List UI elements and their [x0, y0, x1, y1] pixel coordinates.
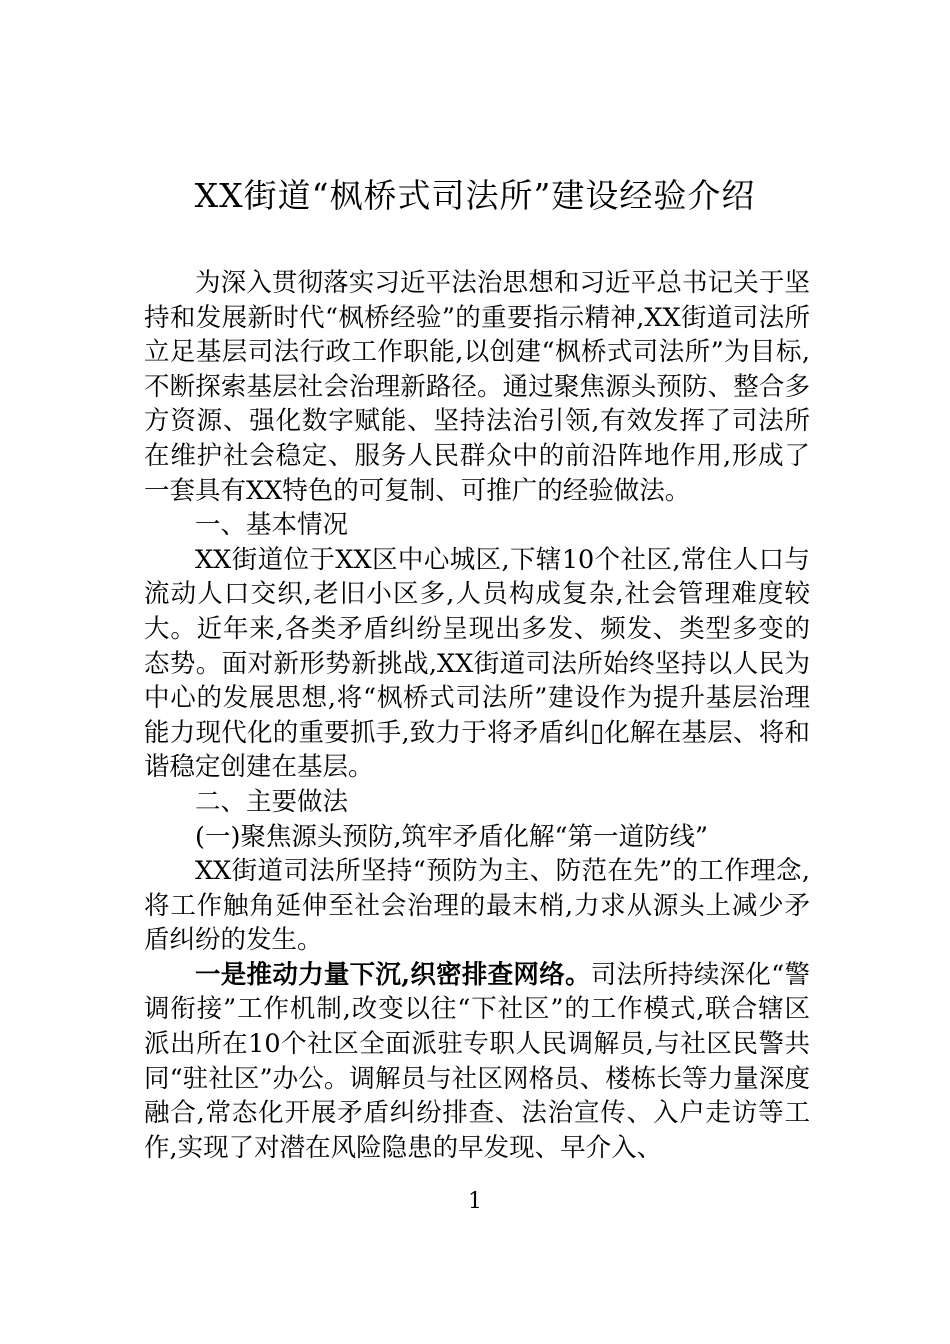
page-number: 1: [468, 1189, 482, 1214]
document-title: XX街道“枫桥式司法所”建设经验介绍: [194, 176, 756, 215]
section-heading-basic-situation: 一、基本情况: [195, 510, 349, 541]
subsection-heading-source-prevention: (一)聚焦源头预防,筑牢矛盾化解“第一道防线”: [195, 821, 709, 852]
point-one-paragraph: [144, 958, 810, 1166]
source-prevention-paragraph: XX街道司法所坚持“预防为主、防范在先”的工作理念,将工作触角延伸至社会治理的最末梢,力求从源头上减少矛盾纠纷的发生。: [144, 856, 810, 956]
document-body: [144, 266, 810, 1165]
point-one-text: 司法所持续深化“警调衔接”工作机制,改变以往“下社区”的工作模式,联合辖区派出所在10个社区全面派驻专职人民调解员,与社区民警共同“驻社区”办公。调解员与社区网格员、楼栋长等力量深度融合,常态化开展矛盾纠纷排查、法治宣传、入户走访等工作,实现了对潜在风险隐患的早发现、早介入、: [144, 959, 810, 1163]
point-one-lead: 一是推动力量下沉,织密排查网络。: [195, 959, 591, 990]
intro-paragraph: 为深入贯彻落实习近平法治思想和习近平总书记关于坚持和发展新时代“枫桥经验”的重要指示精神,XX街道司法所立足基层司法行政工作职能,以创建“枫桥式司法所”为目标,不断探索基层社会治理新路径。通过聚焦源头预防、整合多方资源、强化数字赋能、坚持法治引领,有效发挥了司法所在维护社会稳定、服务人民群众中的前沿阵地作用,形成了一套具有XX特色的可复制、可推广的经验做法。: [144, 268, 810, 506]
section-heading-main-practices: 二、主要做法: [195, 786, 349, 817]
basic-situation-paragraph: XX街道位于XX区中心城区,下辖10个社区,常住人口与流动人口交织,老旧小区多,人员构成复杂,社会管理难度较大。近年来,各类矛盾纠纷呈现出多发、频发、类型多变的态势。面对新形势新挑战,XX街道司法所始终坚持以人民为中心的发展思想,将“枫桥式司法所”建设作为提升基层治理能力现代化的重要抓手,致力于将矛盾纠▯化解在基层、将和谐稳定创建在基层。: [144, 544, 810, 783]
